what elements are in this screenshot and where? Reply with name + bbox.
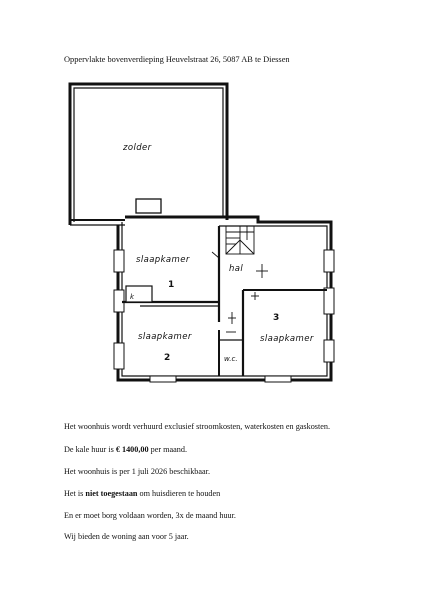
window-right-3 xyxy=(324,340,334,362)
window-left-1 xyxy=(114,250,124,272)
text-line-rent: De kale huur is € 1400,00 per maand. xyxy=(64,445,188,454)
bedroom1-number: 1 xyxy=(168,280,175,290)
attic-hatch xyxy=(136,199,161,213)
window-bottom-1 xyxy=(150,376,176,382)
text-line-pets: Het is niet toegestaan om huisdieren te houden xyxy=(64,489,221,498)
page-heading: Oppervlakte bovenverdieping Heuvelstraat 26, 5087 AB te Diessen xyxy=(64,55,290,64)
text-line-deposit: En er moet borg voldaan worden, 3x de maand huur. xyxy=(64,511,236,520)
window-left-3 xyxy=(114,343,124,369)
attic-label: zolder xyxy=(123,143,152,153)
window-right-2 xyxy=(324,288,334,314)
bedroom3-number: 3 xyxy=(273,313,280,323)
staircase xyxy=(226,226,254,254)
window-bottom-2 xyxy=(265,376,291,382)
text-line-costs: Het woonhuis wordt verhuurd exclusief stroomkosten, waterkosten en gaskosten. xyxy=(64,422,331,431)
pets-not-allowed: niet toegestaan xyxy=(85,489,138,498)
bedroom3-label: slaapkamer xyxy=(260,334,314,344)
hall-label: hal xyxy=(229,264,244,274)
bedroom2-number: 2 xyxy=(164,353,171,363)
rent-amount: € 1400,00 xyxy=(115,445,149,454)
bedroom1-label: slaapkamer xyxy=(136,255,190,265)
text-line-term: Wij bieden de woning aan voor 5 jaar. xyxy=(64,532,189,541)
bedroom2-label: slaapkamer xyxy=(138,332,192,342)
wc-label: w.c. xyxy=(224,355,238,363)
k-label: k xyxy=(130,293,135,301)
window-right-1 xyxy=(324,250,334,272)
text-line-availability: Het woonhuis is per 1 juli 2026 beschikbaar. xyxy=(64,467,210,476)
